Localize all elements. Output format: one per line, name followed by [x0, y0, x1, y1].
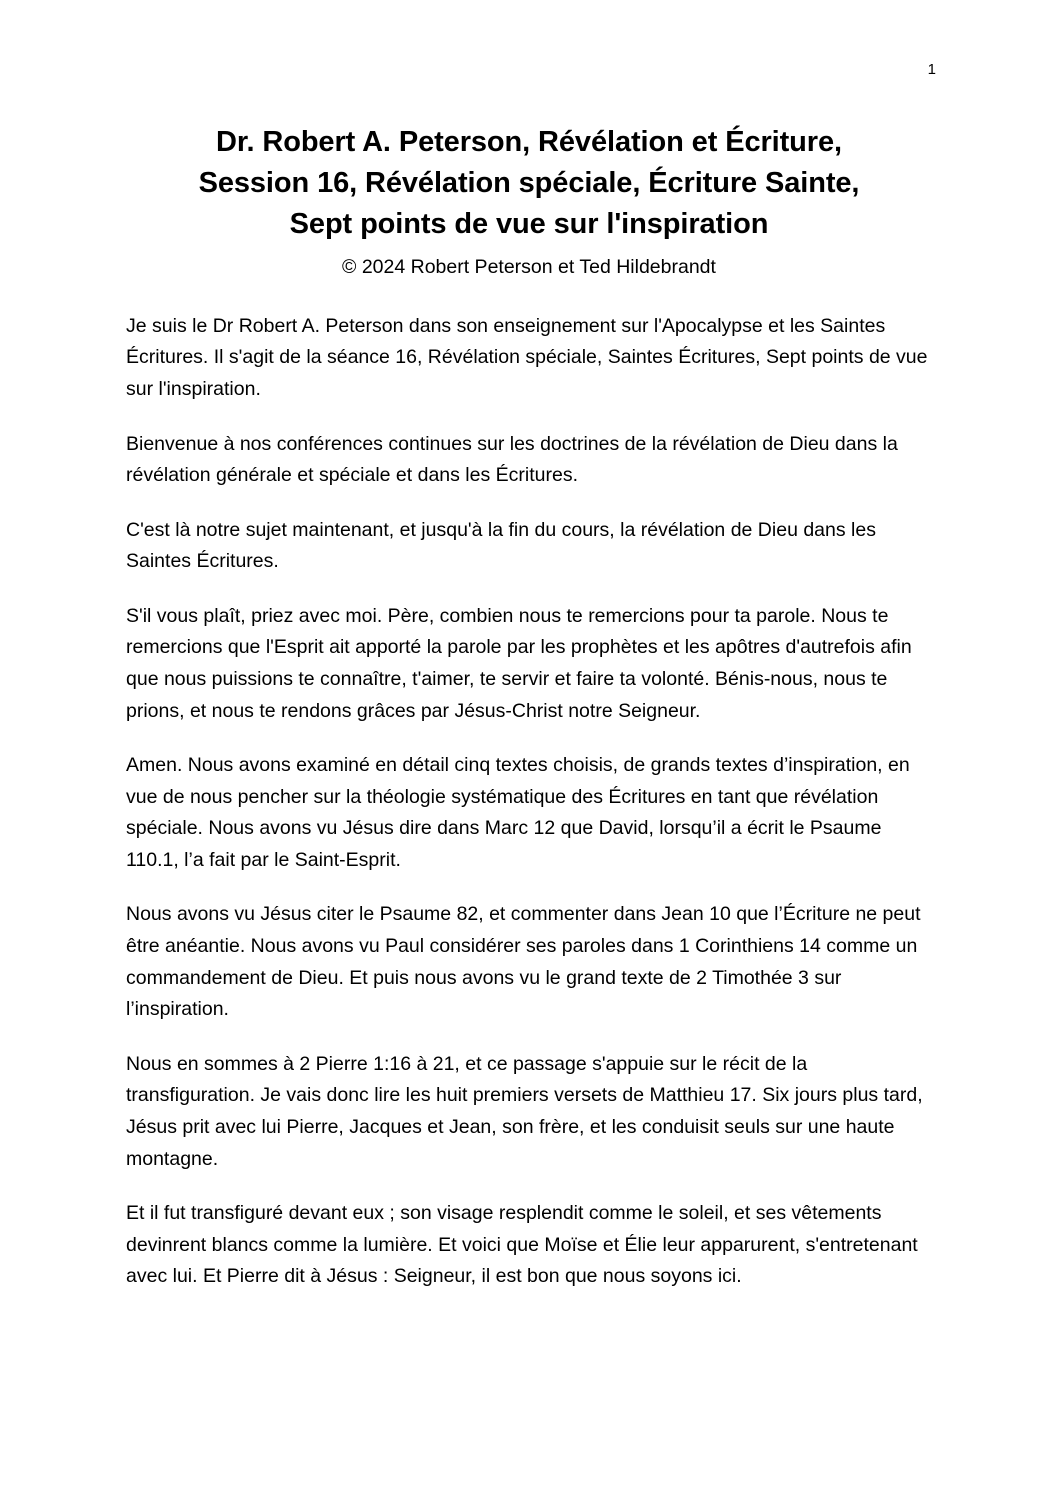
page-title-line-1: Dr. Robert A. Peterson, Révélation et Écriture,	[216, 126, 842, 158]
body-text	[126, 311, 932, 1293]
paragraph: Je suis le Dr Robert A. Peterson dans son enseignement sur l'Apocalypse et les Saintes Écritures. Il s'agit de la séance 16, Révélation spéciale, Saintes Écritures, Sept points de vue sur l'inspiration.	[126, 314, 928, 400]
paragraph: Nous avons vu Jésus citer le Psaume 82, et commenter dans Jean 10 que l’Écriture ne peut être anéantie. Nous avons vu Paul considérer ses paroles dans 1 Corinthiens 14 comme un commandement de Dieu. Et puis nous avons vu le grand texte de 2 Timothée 3 sur l’inspiration.	[126, 903, 921, 1021]
paragraph: Nous en sommes à 2 Pierre 1:16 à 21, et ce passage s'appuie sur le récit de la transfiguration. Je vais donc lire les huit premiers versets de Matthieu 17. Six jours plus tard, Jésus prit avec lui Pierre, Jacques et Jean, son frère, et les conduisit seuls sur une haute montagne.	[126, 1052, 923, 1170]
page-number: 1	[927, 61, 936, 78]
paragraph: S'il vous plaît, priez avec moi. Père, combien nous te remercions pour ta parole. Nous te remercions que l'Esprit ait apporté la parole par les prophètes et les apôtres d'autrefois afin que nous puissions te connaître, t'aimer, te servir et faire ta volonté. Bénis-nous, nous te prions, et nous te rendons grâces par Jésus-Christ notre Seigneur.	[126, 604, 912, 722]
paragraph: Et il fut transfiguré devant eux ; son visage resplendit comme le soleil, et ses vêtements devinrent blancs comme la lumière. Et voici que Moïse et Élie leur apparurent, s'entretenant avec lui. Et Pierre dit à Jésus : Seigneur, il est bon que nous soyons ici.	[126, 1202, 918, 1288]
paragraph: C'est là notre sujet maintenant, et jusqu'à la fin du cours, la révélation de Dieu dans les Saintes Écritures.	[126, 518, 876, 573]
page-title-line-3: Sept points de vue sur l'inspiration	[289, 208, 769, 241]
page-title-line-2: Session 16, Révélation spéciale, Écriture Sainte,	[198, 167, 860, 200]
page-content	[126, 122, 932, 1293]
copyright-line: © 2024 Robert Peterson et Ted Hildebrandt	[342, 255, 716, 278]
paragraph: Amen. Nous avons examiné en détail cinq textes choisis, de grands textes d’inspiration, en vue de nous pencher sur la théologie systématique des Écritures en tant que révélation spéciale. Nous avons vu Jésus dire dans Marc 12 que David, lorsqu’il a écrit le Psaume 110.1, l’a fait par le Saint-Esprit.	[126, 754, 910, 871]
page-title	[126, 122, 932, 246]
paragraph: Bienvenue à nos conférences continues sur les doctrines de la révélation de Dieu dans la révélation générale et spéciale et dans les Écritures.	[126, 432, 898, 487]
